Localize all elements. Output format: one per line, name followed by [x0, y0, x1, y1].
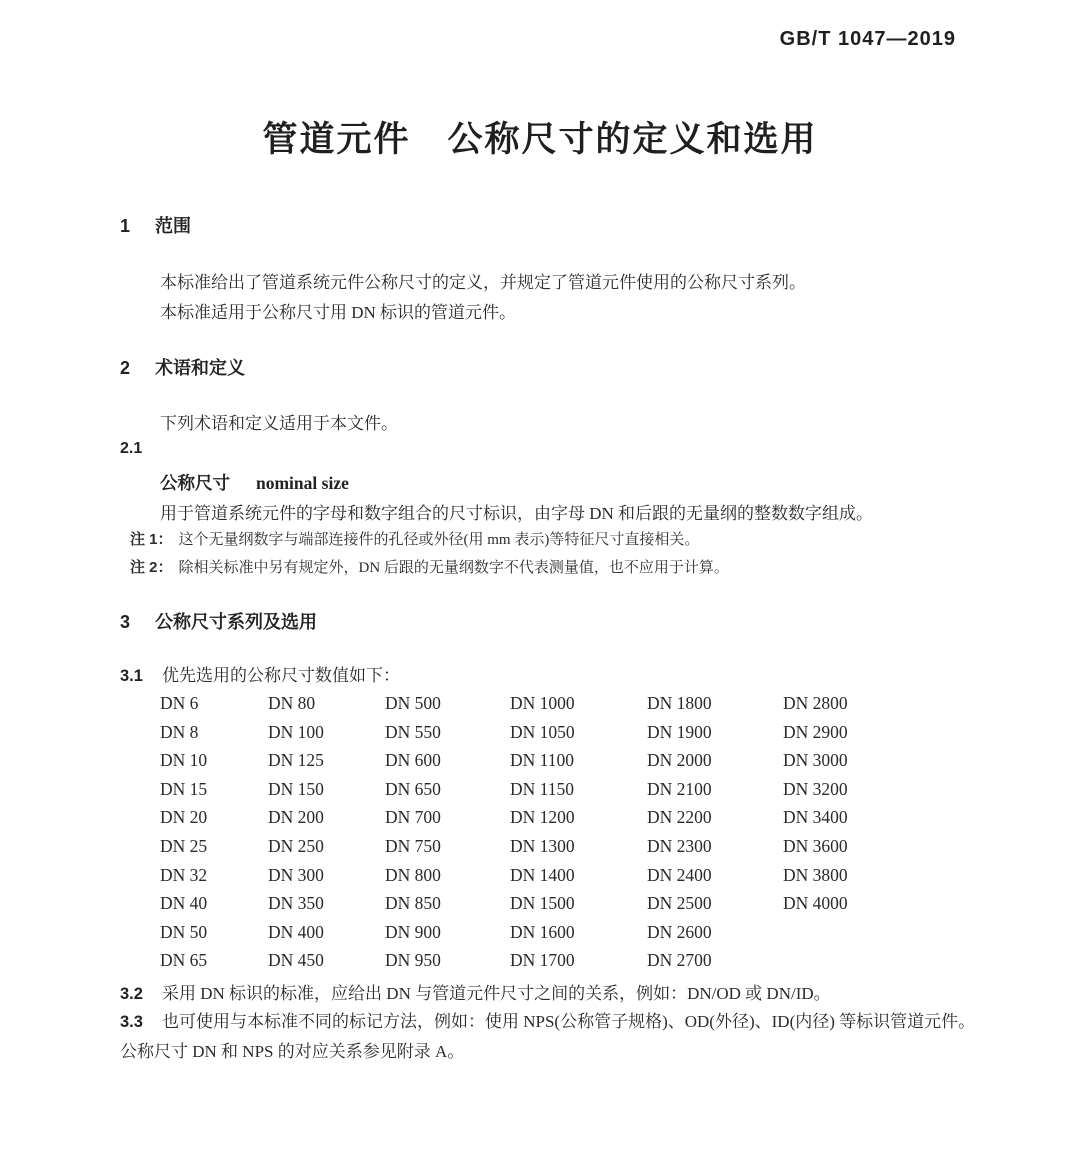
dn-value: DN 1200 [510, 807, 575, 828]
section-1-heading [120, 212, 191, 238]
document-title: 管道元件 公称尺寸的定义和选用 [262, 120, 818, 159]
dn-value: DN 2900 [783, 721, 848, 742]
note-1-text: 这个无量纲数字与端部连接件的孔径或外径(用 mm 表示)等特征尺寸直接相关。 [178, 532, 700, 548]
dn-value: DN 2100 [647, 778, 712, 799]
section-1-number: 1 [120, 216, 131, 236]
scope-paragraph-1: 本标准给出了管道系统元件公称尺寸的定义，并规定了管道元件使用的公称尺寸系列。 [160, 273, 806, 292]
dn-value: DN 1000 [510, 693, 575, 713]
term-english: nominal size [256, 473, 349, 493]
dn-value: DN 1100 [510, 750, 575, 771]
dn-value: DN 2800 [783, 693, 848, 713]
dn-value: DN 3800 [783, 864, 848, 885]
dn-value: DN 450 [268, 950, 324, 971]
clause-3-1-text: 优先选用的公称尺寸数值如下： [162, 666, 400, 685]
note-2-label: 注 2： [130, 559, 173, 576]
term-entry [160, 470, 349, 495]
dn-value: DN 1800 [647, 693, 712, 713]
term-definition: 用于管道系统元件的字母和数字组合的尺寸标识，由字母 DN 和后跟的无量纲的整数数字组成。 [160, 504, 874, 523]
dn-value: DN 1700 [510, 950, 575, 971]
dn-value: DN 50 [160, 921, 208, 942]
clause-3-2-text: 采用 DN 标识的标准，应给出 DN 与管道元件尺寸之间的关系，例如：DN/OD 或 DN/ID。 [162, 984, 831, 1003]
section-3-title: 公称尺寸系列及选用 [155, 612, 317, 632]
dn-value: DN 80 [268, 693, 316, 713]
scope-paragraph-2: 本标准适用于公称尺寸用 DN 标识的管道元件。 [160, 303, 517, 322]
dn-value: DN 2000 [647, 750, 712, 771]
dn-value: DN 4000 [783, 893, 848, 914]
note-1-label: 注 1： [130, 531, 173, 548]
dn-value: DN 950 [385, 950, 441, 971]
dn-table [160, 689, 848, 975]
dn-value: DN 15 [160, 778, 208, 799]
dn-value: DN 1900 [647, 721, 712, 742]
clause-3-2-label: 3.2 [120, 985, 143, 1003]
dn-value: DN 1050 [510, 721, 575, 742]
section-2-heading [120, 354, 245, 380]
section-3-heading [120, 608, 317, 634]
dn-value: DN 550 [385, 721, 441, 742]
dn-value: DN 20 [160, 807, 208, 828]
note-2-text: 除相关标准中另有规定外，DN 后跟的无量纲数字不代表测量值，也不应用于计算。 [178, 560, 729, 576]
dn-value: DN 40 [160, 893, 208, 914]
dn-value [783, 918, 848, 947]
clause-3-1-label: 3.1 [120, 667, 143, 685]
dn-value: DN 2400 [647, 864, 712, 885]
dn-value: DN 65 [160, 950, 208, 971]
clause-3-3-label: 3.3 [120, 1013, 143, 1031]
dn-value: DN 2500 [647, 893, 712, 914]
dn-value: DN 200 [268, 807, 324, 828]
dn-value: DN 1150 [510, 778, 575, 799]
section-3-number: 3 [120, 612, 131, 632]
dn-value: DN 150 [268, 778, 324, 799]
dn-value: DN 850 [385, 893, 441, 914]
dn-value: DN 1400 [510, 864, 575, 885]
dn-value: DN 3000 [783, 750, 848, 771]
dn-value: DN 350 [268, 893, 324, 914]
dn-value: DN 650 [385, 778, 441, 799]
dn-value: DN 500 [385, 693, 441, 713]
standard-number: GB/T 1047—2019 [779, 28, 956, 50]
dn-value: DN 2600 [647, 921, 712, 942]
dn-value: DN 250 [268, 835, 324, 856]
note-1 [130, 527, 990, 553]
dn-value: DN 750 [385, 835, 441, 856]
dn-value: DN 2300 [647, 835, 712, 856]
dn-value: DN 700 [385, 807, 441, 828]
dn-value: DN 800 [385, 864, 441, 885]
dn-value: DN 100 [268, 721, 324, 742]
dn-value: DN 6 [160, 693, 199, 713]
dn-value: DN 1600 [510, 921, 575, 942]
clause-3-2 [120, 979, 992, 1009]
clause-3-1 [120, 661, 992, 691]
dn-value: DN 25 [160, 835, 208, 856]
dn-value: DN 3200 [783, 778, 848, 799]
dn-value: DN 125 [268, 750, 324, 771]
clause-2-1-number: 2.1 [120, 440, 143, 457]
dn-value: DN 32 [160, 864, 208, 885]
section-2-number: 2 [120, 358, 131, 378]
dn-value: DN 10 [160, 750, 208, 771]
clause-3-3-text: 也可使用与本标准不同的标记方法，例如：使用 NPS(公称管子规格)、OD(外径)、ID(内径) 等标识管道元件。公称尺寸 DN 和 NPS 的对应关系参见附录 A。 [120, 1012, 976, 1061]
dn-value: DN 400 [268, 921, 324, 942]
note-2 [130, 555, 990, 581]
section-2-title: 术语和定义 [155, 358, 245, 378]
dn-value [783, 946, 848, 975]
dn-value: DN 2200 [647, 807, 712, 828]
dn-value: DN 300 [268, 864, 324, 885]
dn-value: DN 900 [385, 921, 441, 942]
term-chinese: 公称尺寸 [160, 473, 230, 493]
dn-value: DN 1500 [510, 893, 575, 914]
terms-intro: 下列术语和定义适用于本文件。 [160, 414, 398, 433]
section-1-title: 范围 [155, 216, 191, 236]
dn-value: DN 3400 [783, 807, 848, 828]
clause-3-3 [120, 1007, 992, 1066]
dn-value: DN 2700 [647, 950, 712, 971]
dn-value: DN 3600 [783, 835, 848, 856]
dn-value: DN 1300 [510, 835, 575, 856]
dn-value: DN 8 [160, 721, 199, 742]
dn-value: DN 600 [385, 750, 441, 771]
